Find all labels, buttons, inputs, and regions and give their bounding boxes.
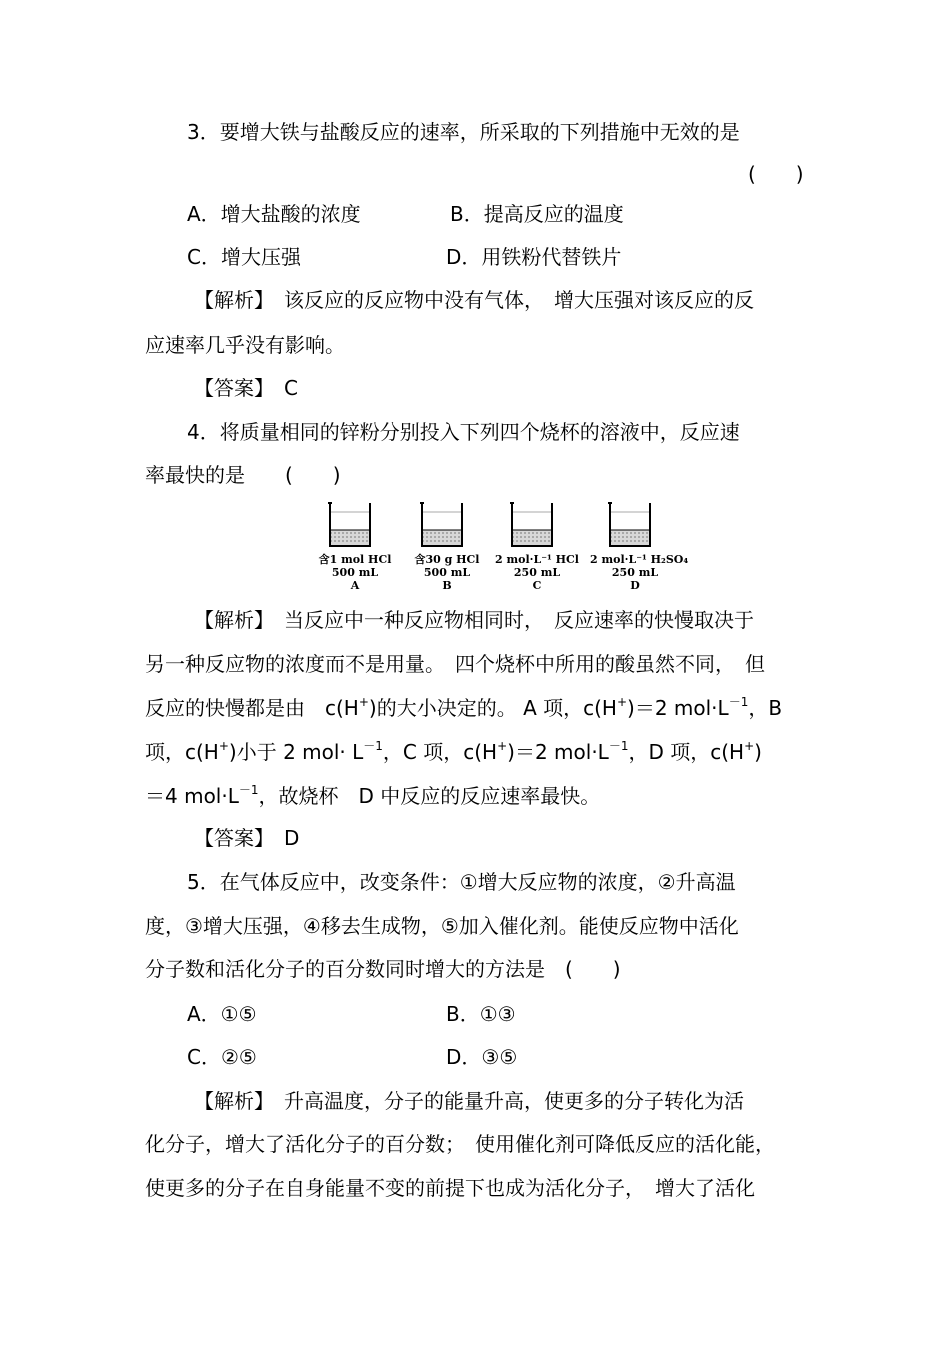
beaker-d-letter: D [630,579,640,592]
q4-answer: 【答案】 D [194,826,300,850]
q5-stem-line-1: 5．在气体反应中，改变条件：①增大反应物的浓度，②升高温 [187,870,736,894]
beaker-d-icon [590,500,680,552]
beaker-c [492,500,582,596]
q4-analysis-line-3: 反应的快慢都是由 c(H+)的大小决定的。 A 项，c(H+)＝2 $mol\cdot L^{-1}$，B [145,695,783,720]
q3-analysis-line-2: 应速率几乎没有影响。 [145,333,345,357]
q5-stem-line-2: 度，③增大压强，④移去生成物，⑤加入催化剂。能使反应物中活化 [145,914,739,938]
beaker-a-line-1: 含1 mol HCl [318,553,392,566]
q4-analysis-line-1: 【解析】 当反应中一种反应物相同时， 反应速率的快慢取决于 [194,608,754,632]
q5-option-d: D．③⑤ [446,1045,518,1069]
q3-answer-bracket: ( ) [748,162,804,186]
q4-analysis-line-2: 另一种反应物的浓度而不是用量。 四个烧杯中所用的酸虽然不同， 但 [145,652,765,676]
q5-stem-line-3: 分子数和活化分子的百分数同时增大的方法是 ( ) [145,957,621,981]
beaker-c-line-2: 250 mL [513,566,561,579]
beaker-a [310,500,400,596]
beaker-c-letter: C [532,579,542,592]
q4-stem-line-2: 率最快的是 ( ) [145,463,341,487]
beaker-b-icon [402,500,492,552]
q5-analysis-line-2: 化分子，增大了活化分子的百分数； 使用催化剂可降低反应的活化能， [145,1132,775,1156]
beaker-b [402,500,492,596]
q5-option-a: A．①⑤ [187,1002,257,1026]
q3-analysis-line-1: 【解析】 该反应的反应物中没有气体， 增大压强对该反应的反 [194,288,754,312]
q3-option-c: C．增大压强 [187,245,301,269]
q4-analysis-line-4: 项，c(H+)小于 2 $mol\cdot L^{-1}$，C 项，c(H+)＝2 $mol\cdot L^{-1}$，D 项，c(H+) [145,739,762,764]
beaker-d-line-2: 250 mL [611,566,659,579]
beaker-c-icon [492,500,582,552]
beaker-c-line-1: 2 mol·L⁻¹ HCl [495,553,579,566]
q4-stem-line-1: 4．将质量相同的锌粉分别投入下列四个烧杯的溶液中，反应速 [187,420,740,444]
beaker-b-letter: B [442,579,452,592]
beaker-a-icon [310,500,400,552]
beaker-d-line-1: 2 mol·L⁻¹ H₂SO₄ [590,553,689,566]
q5-option-c: C．②⑤ [187,1045,257,1069]
q4-analysis-line-5: ＝4 $mol\cdot L^{-1}$，故烧杯 D 中反应的反应速率最快。 [145,783,601,808]
beaker-b-line-1: 含30 g HCl [414,553,480,566]
q3-option-b: B．提高反应的温度 [450,202,624,226]
q3-option-d: D．用铁粉代替铁片 [446,245,622,269]
q5-analysis-line-1: 【解析】 升高温度，分子的能量升高，使更多的分子转化为活 [194,1089,744,1113]
beaker-a-letter: A [350,579,360,592]
beaker-d [590,500,689,596]
q3-option-a: A．增大盐酸的浓度 [187,202,361,226]
q5-option-b: B．①③ [446,1002,516,1026]
beaker-figure [310,500,690,596]
q3-stem: 3．要增大铁与盐酸反应的速率，所采取的下列措施中无效的是 [187,120,740,144]
beaker-b-line-2: 500 mL [423,566,471,579]
q3-answer: 【答案】 C [194,376,298,400]
beaker-a-line-2: 500 mL [331,566,379,579]
q5-analysis-line-3: 使更多的分子在自身能量不变的前提下也成为活化分子， 增大了活化 [145,1176,755,1200]
